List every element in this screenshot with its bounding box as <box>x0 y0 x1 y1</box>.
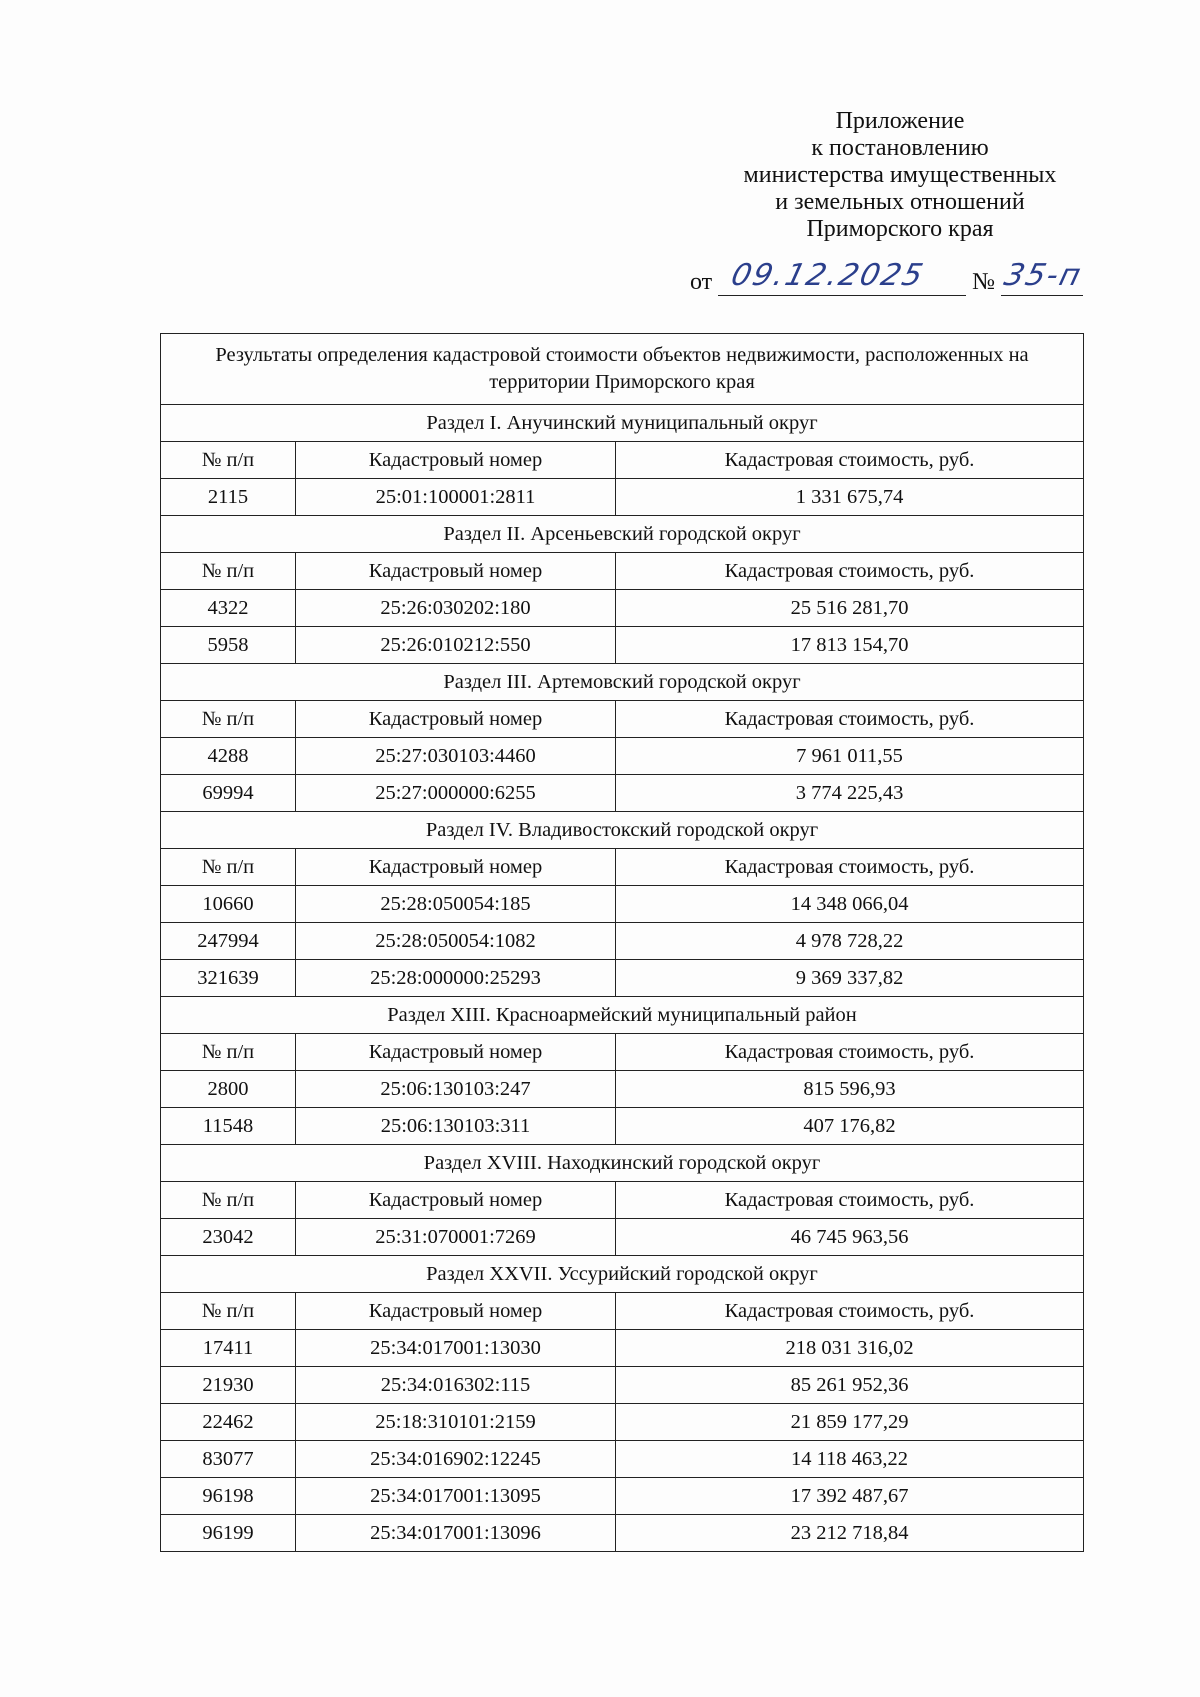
cadastral-value-cell: 407 176,82 <box>616 1108 1084 1145</box>
row-number-cell: 23042 <box>161 1219 296 1256</box>
cadastral-value-cell: 25 516 281,70 <box>616 590 1084 627</box>
cadastral-value-table <box>160 333 1084 1552</box>
cadastral-value-cell: 815 596,93 <box>616 1071 1084 1108</box>
cadastral-number-cell: 25:01:100001:2811 <box>296 479 616 516</box>
cadastral-number-cell: 25:34:017001:13030 <box>296 1330 616 1367</box>
cadastral-value-cell: 85 261 952,36 <box>616 1367 1084 1404</box>
cadastral-number-cell: 25:31:070001:7269 <box>296 1219 616 1256</box>
column-header-cadastral-number: Кадастровый номер <box>296 1034 616 1071</box>
section-title: Раздел XVIII. Находкинский городской округ <box>161 1145 1084 1182</box>
row-number-cell: 321639 <box>161 960 296 997</box>
column-header-row <box>161 553 1084 590</box>
table-row <box>161 1478 1084 1515</box>
handwritten-number: 35-п <box>1000 258 1087 293</box>
column-header-cadastral-number: Кадастровый номер <box>296 701 616 738</box>
row-number-cell: 5958 <box>161 627 296 664</box>
section-row <box>161 1145 1084 1182</box>
cadastral-value-cell: 4 978 728,22 <box>616 923 1084 960</box>
column-header-row <box>161 701 1084 738</box>
column-header-row <box>161 1293 1084 1330</box>
cadastral-number-cell: 25:34:017001:13095 <box>296 1478 616 1515</box>
column-header-cadastral-number: Кадастровый номер <box>296 1293 616 1330</box>
section-title: Раздел XIII. Красноармейский муниципальный район <box>161 997 1084 1034</box>
cadastral-number-cell: 25:28:050054:185 <box>296 886 616 923</box>
cadastral-value-cell: 14 348 066,04 <box>616 886 1084 923</box>
section-row <box>161 405 1084 442</box>
section-title: Раздел III. Артемовский городской округ <box>161 664 1084 701</box>
cadastral-value-cell: 9 369 337,82 <box>616 960 1084 997</box>
cadastral-number-cell: 25:34:017001:13096 <box>296 1515 616 1552</box>
table-body <box>161 334 1084 1552</box>
table-row <box>161 1219 1084 1256</box>
cadastral-number-cell: 25:06:130103:311 <box>296 1108 616 1145</box>
table-row <box>161 1071 1084 1108</box>
section-row <box>161 997 1084 1034</box>
row-number-cell: 22462 <box>161 1404 296 1441</box>
row-number-cell: 21930 <box>161 1367 296 1404</box>
column-header-number: № п/п <box>161 442 296 479</box>
date-field <box>718 258 966 296</box>
cadastral-value-cell: 46 745 963,56 <box>616 1219 1084 1256</box>
table-row <box>161 1515 1084 1552</box>
table-row <box>161 1441 1084 1478</box>
header-line: министерства имущественных <box>743 162 1057 188</box>
cadastral-number-cell: 25:27:030103:4460 <box>296 738 616 775</box>
column-header-cadastral-number: Кадастровый номер <box>296 553 616 590</box>
column-header-cadastral-value: Кадастровая стоимость, руб. <box>616 701 1084 738</box>
table-row <box>161 960 1084 997</box>
row-number-cell: 2800 <box>161 1071 296 1108</box>
cadastral-value-cell: 7 961 011,55 <box>616 738 1084 775</box>
column-header-number: № п/п <box>161 1182 296 1219</box>
cadastral-number-cell: 25:27:000000:6255 <box>296 775 616 812</box>
table-title: Результаты определения кадастровой стоимости объектов недвижимости, расположенных на территории Приморского края <box>161 334 1084 405</box>
table-row <box>161 1404 1084 1441</box>
table-row <box>161 923 1084 960</box>
cadastral-number-cell: 25:18:310101:2159 <box>296 1404 616 1441</box>
from-label: от <box>690 269 713 295</box>
section-row <box>161 1256 1084 1293</box>
row-number-cell: 2115 <box>161 479 296 516</box>
column-header-number: № п/п <box>161 849 296 886</box>
row-number-cell: 4322 <box>161 590 296 627</box>
table-row <box>161 886 1084 923</box>
row-number-cell: 96199 <box>161 1515 296 1552</box>
cadastral-number-cell: 25:26:010212:550 <box>296 627 616 664</box>
column-header-cadastral-value: Кадастровая стоимость, руб. <box>616 1034 1084 1071</box>
column-header-number: № п/п <box>161 701 296 738</box>
column-header-row <box>161 1034 1084 1071</box>
table-row <box>161 1108 1084 1145</box>
section-row <box>161 516 1084 553</box>
column-header-cadastral-number: Кадастровый номер <box>296 1182 616 1219</box>
row-number-cell: 247994 <box>161 923 296 960</box>
table-row <box>161 738 1084 775</box>
column-header-cadastral-value: Кадастровая стоимость, руб. <box>616 849 1084 886</box>
cadastral-number-cell: 25:28:050054:1082 <box>296 923 616 960</box>
row-number-cell: 10660 <box>161 886 296 923</box>
cadastral-value-cell: 1 331 675,74 <box>616 479 1084 516</box>
column-header-number: № п/п <box>161 553 296 590</box>
column-header-row <box>161 442 1084 479</box>
column-header-row <box>161 1182 1084 1219</box>
cadastral-number-cell: 25:28:000000:25293 <box>296 960 616 997</box>
table-title-row <box>161 334 1084 405</box>
column-header-cadastral-value: Кадастровая стоимость, руб. <box>616 553 1084 590</box>
section-title: Раздел IV. Владивостокский городской округ <box>161 812 1084 849</box>
section-title: Раздел I. Анучинский муниципальный округ <box>161 405 1084 442</box>
column-header-cadastral-number: Кадастровый номер <box>296 442 616 479</box>
document-date-number <box>690 258 1087 296</box>
number-label: № <box>972 269 996 295</box>
handwritten-date: 09.12.2025 <box>727 258 929 293</box>
column-header-row <box>161 849 1084 886</box>
column-header-number: № п/п <box>161 1034 296 1071</box>
header-line: к постановлению <box>811 135 989 161</box>
header-line: Приморского края <box>806 216 994 242</box>
row-number-cell: 83077 <box>161 1441 296 1478</box>
row-number-cell: 11548 <box>161 1108 296 1145</box>
section-title: Раздел XXVII. Уссурийский городской округ <box>161 1256 1084 1293</box>
number-field <box>1000 258 1087 296</box>
table-row <box>161 479 1084 516</box>
row-number-cell: 69994 <box>161 775 296 812</box>
table-row <box>161 590 1084 627</box>
appendix-header <box>640 108 1160 243</box>
section-row <box>161 664 1084 701</box>
section-title: Раздел II. Арсеньевский городской округ <box>161 516 1084 553</box>
column-header-cadastral-value: Кадастровая стоимость, руб. <box>616 1293 1084 1330</box>
cadastral-value-cell: 14 118 463,22 <box>616 1441 1084 1478</box>
table-row <box>161 1367 1084 1404</box>
row-number-cell: 96198 <box>161 1478 296 1515</box>
cadastral-number-cell: 25:34:016302:115 <box>296 1367 616 1404</box>
column-header-cadastral-value: Кадастровая стоимость, руб. <box>616 1182 1084 1219</box>
cadastral-value-cell: 3 774 225,43 <box>616 775 1084 812</box>
row-number-cell: 4288 <box>161 738 296 775</box>
table-row <box>161 1330 1084 1367</box>
cadastral-number-cell: 25:06:130103:247 <box>296 1071 616 1108</box>
cadastral-value-cell: 23 212 718,84 <box>616 1515 1084 1552</box>
table-row <box>161 775 1084 812</box>
cadastral-value-cell: 17 392 487,67 <box>616 1478 1084 1515</box>
column-header-number: № п/п <box>161 1293 296 1330</box>
cadastral-value-cell: 218 031 316,02 <box>616 1330 1084 1367</box>
table-row <box>161 627 1084 664</box>
column-header-cadastral-number: Кадастровый номер <box>296 849 616 886</box>
cadastral-number-cell: 25:26:030202:180 <box>296 590 616 627</box>
cadastral-value-cell: 17 813 154,70 <box>616 627 1084 664</box>
cadastral-number-cell: 25:34:016902:12245 <box>296 1441 616 1478</box>
row-number-cell: 17411 <box>161 1330 296 1367</box>
section-row <box>161 812 1084 849</box>
header-line: и земельных отношений <box>775 189 1025 215</box>
cadastral-value-cell: 21 859 177,29 <box>616 1404 1084 1441</box>
column-header-cadastral-value: Кадастровая стоимость, руб. <box>616 442 1084 479</box>
header-line: Приложение <box>835 108 965 134</box>
